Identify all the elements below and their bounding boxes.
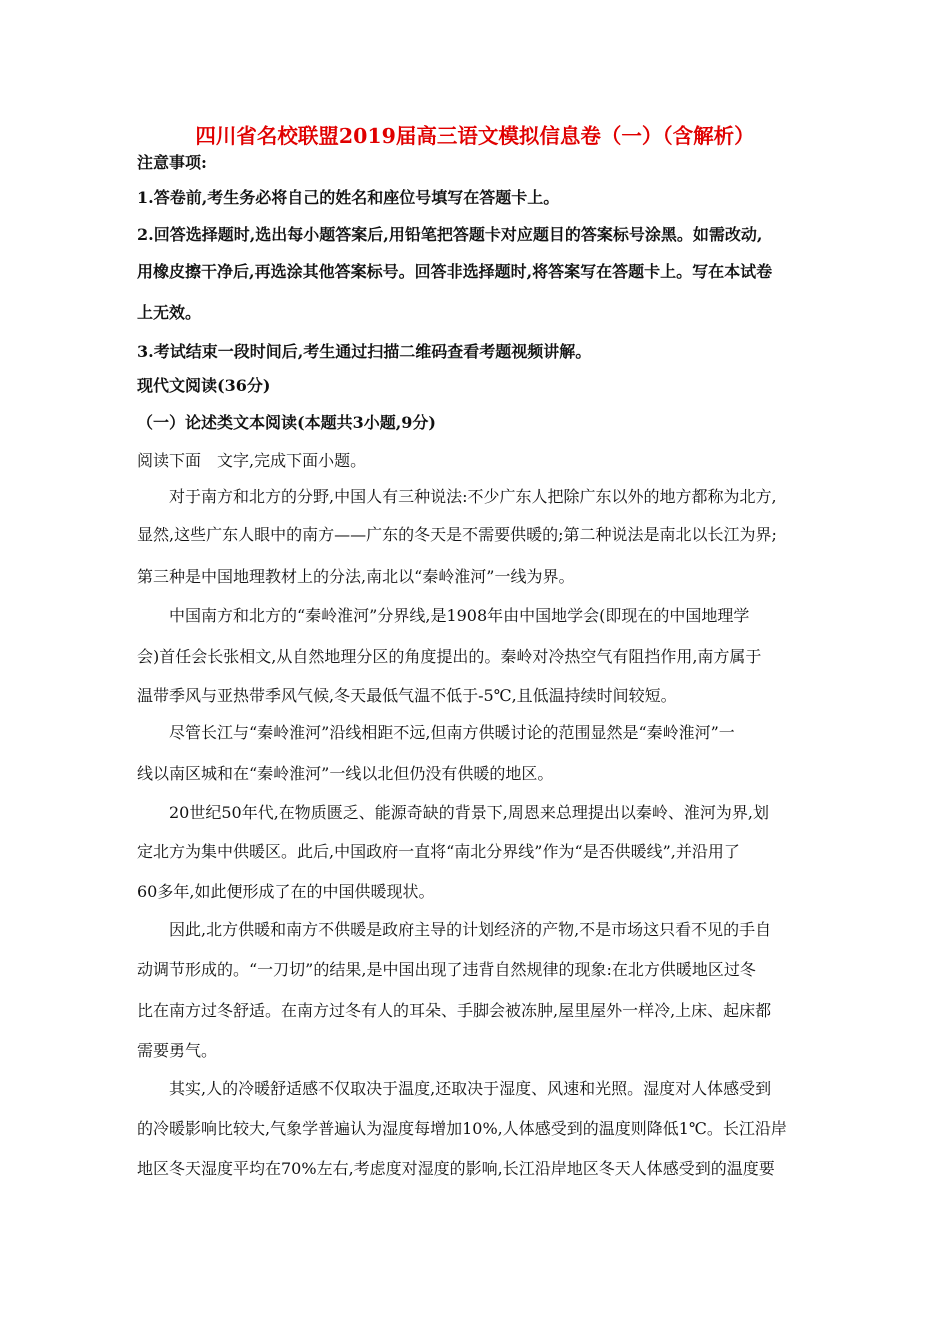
notice-item: 1.答卷前,考生务必将自己的姓名和座位号填写在答题卡上。 xyxy=(137,188,560,207)
notice-item: 2.回答选择题时,选出每小题答案后,用铅笔把答题卡对应题目的答案标号涂黑。如需改动, xyxy=(137,225,763,244)
passage-line: 的冷暖影响比较大,气象学普遍认为湿度每增加10%,人体感受到的温度则降低1℃。长江沿岸 xyxy=(137,1119,787,1138)
document-title: 四川省名校联盟2019届高三语文模拟信息卷（一）（含解析） xyxy=(195,124,755,148)
passage-line: 显然,这些广东人眼中的南方——广东的冬天是不需要供暖的;第二种说法是南北以长江为界; xyxy=(137,525,777,544)
notice-heading: 注意事项: xyxy=(137,153,207,172)
passage-line: 地区冬天湿度平均在70%左右,考虑度对湿度的影响,长江沿岸地区冬天人体感受到的温度要 xyxy=(137,1159,775,1178)
passage-line: 比在南方过冬舒适。在南方过冬有人的耳朵、手脚会被冻肿,屋里屋外一样冷,上床、起床都 xyxy=(137,1001,772,1020)
passage-line: 线以南区城和在“秦岭淮河”一线以北但仍没有供暖的地区。 xyxy=(137,764,554,783)
passage-line: 60多年,如此便形成了在的中国供暖现状。 xyxy=(137,882,435,901)
passage-line: 需要勇气。 xyxy=(137,1041,218,1060)
notice-item: 3.考试结束一段时间后,考生通过扫描二维码查看考题视频讲解。 xyxy=(137,342,592,361)
passage-line: 其实,人的冷暖舒适感不仅取决于温度,还取决于湿度、风速和光照。湿度对人体感受到 xyxy=(169,1079,772,1098)
passage-line: 因此,北方供暖和南方不供暖是政府主导的计划经济的产物,不是市场这只看不见的手自 xyxy=(169,920,772,939)
section-heading: 现代文阅读(36分) xyxy=(137,376,271,395)
passage-line: 尽管长江与“秦岭淮河”沿线相距不远,但南方供暖讨论的范围显然是“秦岭淮河”一 xyxy=(169,723,735,742)
section-subheading: （一）论述类文本阅读(本题共3小题,9分) xyxy=(137,413,436,432)
passage-line: 动调节形成的。“一刀切”的结果,是中国出现了违背自然规律的现象:在北方供暖地区过冬 xyxy=(137,960,756,979)
passage-line: 对于南方和北方的分野,中国人有三种说法:不少广东人把除广东以外的地方都称为北方, xyxy=(169,487,777,506)
passage-line: 会)首任会长张相文,从自然地理分区的角度提出的。秦岭对冷热空气有阻挡作用,南方属于 xyxy=(137,647,762,666)
passage-line: 中国南方和北方的“秦岭淮河”分界线,是1908年由中国地学会(即现在的中国地理学 xyxy=(169,606,750,625)
reading-instruction: 阅读下面 文字,完成下面小题。 xyxy=(137,451,367,470)
passage-line: 定北方为集中供暖区。此后,中国政府一直将“南北分界线”作为“是否供暖线”,并沿用了 xyxy=(137,842,740,861)
passage-line: 第三种是中国地理教材上的分法,南北以“秦岭淮河”一线为界。 xyxy=(137,567,575,586)
notice-item: 上无效。 xyxy=(137,303,202,322)
passage-line: 温带季风与亚热带季风气候,冬天最低气温不低于-5℃,且低温持续时间较短。 xyxy=(137,686,677,705)
notice-item: 用橡皮擦干净后,再选涂其他答案标号。回答非选择题时,将答案写在答题卡上。写在本试卷 xyxy=(137,262,773,281)
passage-line: 20世纪50年代,在物质匮乏、能源奇缺的背景下,周恩来总理提出以秦岭、淮河为界,划 xyxy=(169,803,769,822)
